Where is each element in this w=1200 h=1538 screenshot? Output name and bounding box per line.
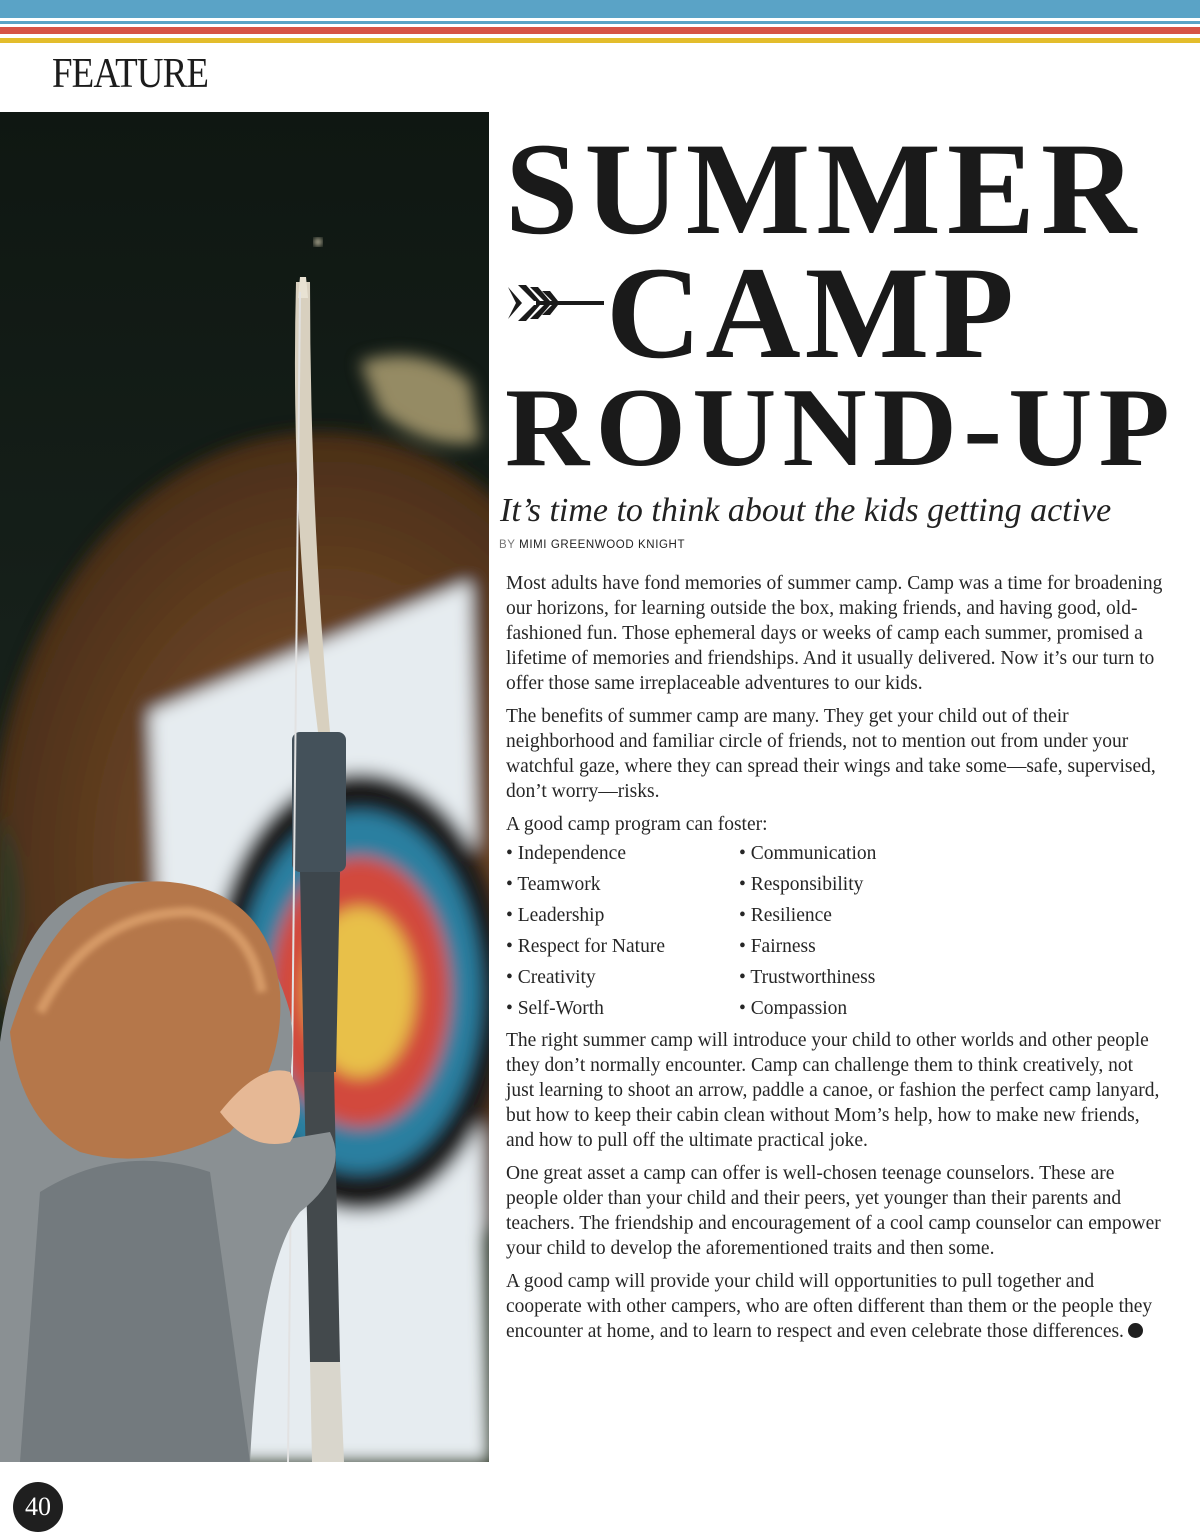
archery-photo [0, 112, 489, 1462]
list-item: • Creativity [506, 967, 596, 988]
byline-author: MIMI GREENWOOD KNIGHT [519, 539, 686, 551]
list-item: • Leadership [506, 905, 605, 926]
article-title-line-2: CAMP [606, 239, 1018, 386]
article-body [506, 571, 1166, 1352]
article-subtitle: It’s time to think about the kids getting active [500, 492, 1112, 529]
paragraph: The benefits of summer camp are many. They get your child out of their neighborhood and familiar circle of friends, not to mention out from under your watchful gaze, where they can spread their wings and take some—safe, supervised, don’t worry—risks. [506, 706, 1156, 802]
list-item: • Teamwork [506, 874, 601, 895]
paragraph: Most adults have fond memories of summer camp. Camp was a time for broadening our horizons, for learning outside the box, making friends, and having good, old-fashioned fun. Those ephemeral days or weeks of camp each summer, promised a lifetime of memories and friendships. And it usually delivered. Now it’s our turn to offer those same irreplaceable adventures to our kids. [506, 573, 1163, 694]
page-number: 40 [13, 1482, 63, 1532]
paragraph: A good camp program can foster: [506, 814, 768, 835]
list-item: • Respect for Nature [506, 936, 665, 957]
list-item: • Responsibility [739, 874, 864, 895]
header-stripe-yellow [0, 38, 1200, 43]
list-item: • Independence [506, 843, 626, 864]
paragraph-last [506, 1269, 1166, 1344]
byline-prefix: BY [499, 539, 516, 551]
list-item: • Compassion [739, 998, 848, 1019]
header-stripe-blue [0, 0, 1200, 18]
paragraph-last-text: A good camp will provide your child will opportunities to pull together and cooperate with other campers, who are often different than them or the people they encounter at home, and to learn to respect and even celebrate those differences. [506, 1271, 1153, 1342]
header-stripe-blue-thin [0, 21, 1200, 24]
header-stripe-red [0, 27, 1200, 34]
list-item: • Resilience [739, 905, 832, 926]
section-label: FEATURE [52, 51, 209, 97]
benefits-list [506, 841, 1166, 1022]
list-item: • Fairness [739, 936, 816, 957]
list-item: • Trustworthiness [739, 967, 876, 988]
paragraph: The right summer camp will introduce your child to other worlds and other people they don’t normally encounter. Camp can challenge them to think creatively, not just learning to shoot an arrow, paddle a canoe, or fashion the perfect camp lanyard, but how to keep their cabin clean without Mom’s help, how to make new friends, and how to pull off the ultimate practical joke. [506, 1030, 1160, 1151]
arrow-icon [506, 281, 606, 330]
end-mark-icon [1128, 1323, 1143, 1338]
article-title-line-3: ROUND-UP [505, 366, 1177, 490]
list-item: • Self-Worth [506, 998, 604, 1019]
byline [499, 539, 685, 551]
paragraph: One great asset a camp can offer is well-chosen teenage counselors. These are people older than your child and their peers, yet younger than their parents and teachers. The friendship and encouragement of a cool camp counselor can empower your child to develop the aforementioned traits and then some. [506, 1163, 1161, 1259]
article-title-line-1: SUMMER [505, 115, 1143, 262]
list-item: • Communication [739, 843, 877, 864]
